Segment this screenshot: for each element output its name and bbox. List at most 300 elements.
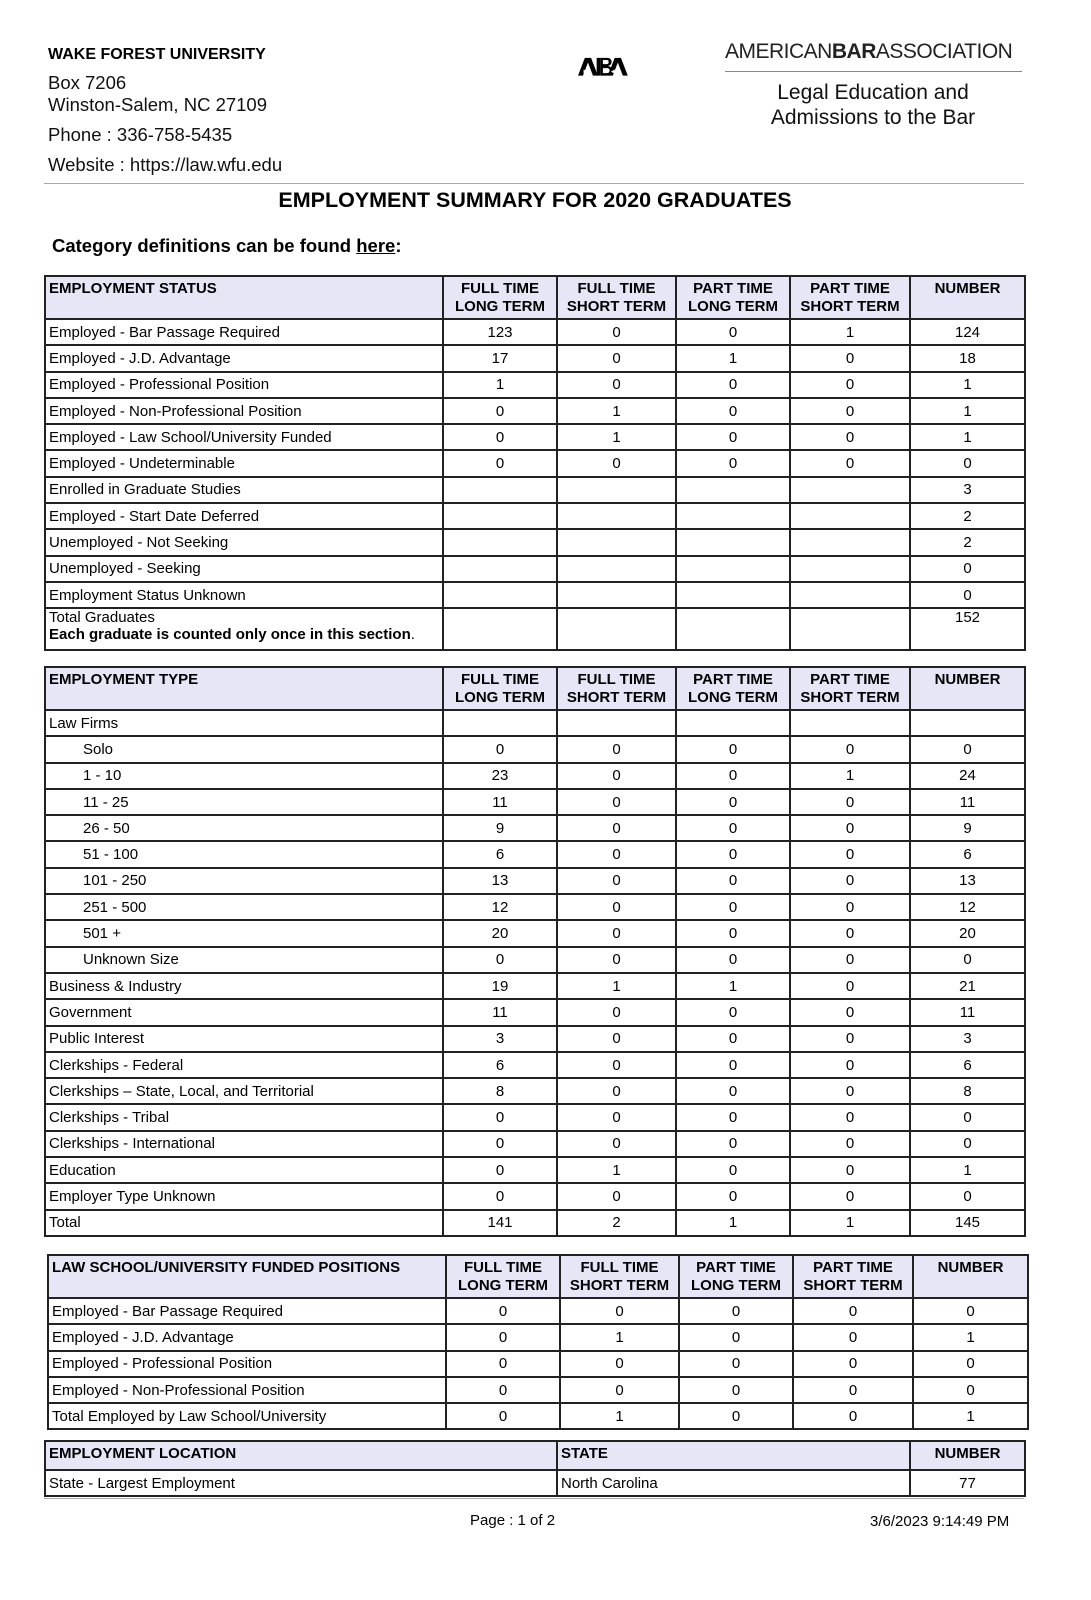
row-value: 1 (443, 372, 557, 398)
row-value: 17 (443, 345, 557, 371)
row-value: 0 (790, 1104, 910, 1130)
table-row (45, 947, 1025, 973)
row-value: 1 (790, 1210, 910, 1236)
row-value: 8 (443, 1078, 557, 1104)
table-row (45, 1131, 1025, 1157)
row-value: 11 (910, 999, 1025, 1025)
col-ft-st: FULL TIME SHORT TERM (557, 667, 676, 710)
row-value (557, 710, 676, 736)
row-value: 1 (676, 1210, 790, 1236)
col-number: NUMBER (910, 667, 1025, 710)
funded-positions-header: LAW SCHOOL/UNIVERSITY FUNDED POSITIONS (48, 1255, 446, 1298)
school-box: Box 7206 (48, 72, 127, 93)
row-value: 18 (910, 345, 1025, 371)
table-row (45, 345, 1025, 371)
employment-type-table (44, 666, 1026, 1237)
row-value: 0 (676, 372, 790, 398)
row-label: Employed - Undeterminable (45, 450, 443, 476)
row-value: 0 (790, 345, 910, 371)
row-value: 20 (443, 920, 557, 946)
row-value: 1 (910, 398, 1025, 424)
row-value: 0 (790, 424, 910, 450)
table-row (45, 894, 1025, 920)
table-row (45, 424, 1025, 450)
row-state: North Carolina (557, 1470, 910, 1496)
row-value: 6 (910, 841, 1025, 867)
row-value: 0 (676, 789, 790, 815)
table-row (48, 1377, 1028, 1403)
row-value: 0 (557, 841, 676, 867)
row-value: 0 (443, 398, 557, 424)
row-value: 0 (676, 920, 790, 946)
row-value: 0 (790, 973, 910, 999)
row-value: 1 (676, 345, 790, 371)
table-row (45, 815, 1025, 841)
row-value: 0 (790, 789, 910, 815)
row-label: Employed - Law School/University Funded (45, 424, 443, 450)
row-label: 51 - 100 (45, 841, 443, 867)
row-value: 0 (557, 1052, 676, 1078)
row-value: 77 (910, 1470, 1025, 1496)
page-number: Page : 1 of 2 (470, 1512, 556, 1529)
row-value (676, 608, 790, 650)
row-value: 0 (557, 319, 676, 345)
row-value (790, 477, 910, 503)
row-value: 0 (557, 815, 676, 841)
row-value: 1 (910, 1157, 1025, 1183)
row-value: 0 (557, 450, 676, 476)
col-ft-st: FULL TIME SHORT TERM (560, 1255, 679, 1298)
row-value: 0 (913, 1298, 1028, 1324)
row-value: 24 (910, 763, 1025, 789)
row-value: 0 (790, 736, 910, 762)
row-value: 0 (676, 999, 790, 1025)
row-value: 0 (790, 894, 910, 920)
row-value: 0 (676, 398, 790, 424)
row-value: 0 (793, 1377, 913, 1403)
row-value: 1 (790, 763, 910, 789)
employment-location-header: EMPLOYMENT LOCATION (45, 1441, 557, 1470)
school-phone: Phone : 336-758-5435 (48, 124, 233, 145)
table-row (45, 450, 1025, 476)
table-row (45, 1183, 1025, 1209)
aba-divider (725, 71, 1022, 72)
table-row (45, 556, 1025, 582)
col-pt-lt: PART TIME LONG TERM (676, 667, 790, 710)
row-value: 1 (913, 1403, 1028, 1429)
row-value: 0 (557, 1183, 676, 1209)
row-value: 0 (446, 1324, 560, 1350)
row-value: 0 (557, 345, 676, 371)
row-value: 0 (676, 763, 790, 789)
row-value: 0 (557, 1104, 676, 1130)
row-value: 1 (557, 973, 676, 999)
table-row (48, 1324, 1028, 1350)
row-value: 0 (910, 1104, 1025, 1130)
row-value (557, 529, 676, 555)
col-pt-lt: PART TIME LONG TERM (679, 1255, 793, 1298)
row-value (790, 503, 910, 529)
row-value: 0 (443, 424, 557, 450)
table-row (48, 1403, 1028, 1429)
row-value: 0 (676, 736, 790, 762)
row-value (676, 477, 790, 503)
row-value: 0 (557, 920, 676, 946)
col-pt-lt: PART TIME LONG TERM (676, 276, 790, 319)
row-label: Business & Industry (45, 973, 443, 999)
row-label: Employed - Non-Professional Position (45, 398, 443, 424)
employment-type-header: EMPLOYMENT TYPE (45, 667, 443, 710)
row-value: 0 (910, 947, 1025, 973)
total-graduates-row (45, 608, 1025, 650)
row-value (557, 582, 676, 608)
header-divider (44, 183, 1024, 184)
col-ft-lt: FULL TIME LONG TERM (443, 667, 557, 710)
row-value: 11 (443, 999, 557, 1025)
row-label: 11 - 25 (45, 789, 443, 815)
row-label: Law Firms (45, 710, 443, 736)
row-label: Public Interest (45, 1026, 443, 1052)
row-value: 12 (443, 894, 557, 920)
row-value: 12 (910, 894, 1025, 920)
col-ft-lt: FULL TIME LONG TERM (443, 276, 557, 319)
col-ft-st: FULL TIME SHORT TERM (557, 276, 676, 319)
row-label: Employer Type Unknown (45, 1183, 443, 1209)
employment-status-header: EMPLOYMENT STATUS (45, 276, 443, 319)
row-value: 21 (910, 973, 1025, 999)
row-value: 0 (443, 450, 557, 476)
table-row (45, 1104, 1025, 1130)
timestamp: 3/6/2023 9:14:49 PM (870, 1513, 1010, 1530)
table-row (45, 973, 1025, 999)
row-value: 0 (557, 999, 676, 1025)
table-row (45, 868, 1025, 894)
row-value (910, 710, 1025, 736)
row-value: 19 (443, 973, 557, 999)
row-value: 0 (790, 1183, 910, 1209)
row-value: 0 (793, 1298, 913, 1324)
row-value: 0 (790, 920, 910, 946)
row-value (443, 710, 557, 736)
employment-location-table (44, 1440, 1026, 1497)
total-graduates-label (45, 608, 443, 650)
table-row (45, 477, 1025, 503)
funded-positions-table (47, 1254, 1029, 1430)
table-row (45, 1026, 1025, 1052)
row-label: Clerkships - Tribal (45, 1104, 443, 1130)
row-label: Employed - Professional Position (45, 372, 443, 398)
row-value: 3 (910, 477, 1025, 503)
row-value: 0 (557, 1026, 676, 1052)
row-value: 0 (676, 1104, 790, 1130)
row-value: 1 (790, 319, 910, 345)
row-label: Enrolled in Graduate Studies (45, 477, 443, 503)
row-value: 13 (910, 868, 1025, 894)
row-value: 1 (560, 1403, 679, 1429)
row-label: Government (45, 999, 443, 1025)
row-value: 0 (793, 1324, 913, 1350)
row-value: 124 (910, 319, 1025, 345)
row-value: 1 (913, 1324, 1028, 1350)
table-row (45, 1470, 1025, 1496)
row-value: 0 (676, 894, 790, 920)
row-value: 1 (676, 973, 790, 999)
row-value (676, 582, 790, 608)
row-value: 0 (793, 1351, 913, 1377)
employment-status-table (44, 275, 1026, 651)
row-value: 0 (446, 1351, 560, 1377)
row-value (790, 529, 910, 555)
row-value: 0 (790, 1026, 910, 1052)
row-value (443, 503, 557, 529)
row-value: 0 (676, 1183, 790, 1209)
row-value: 23 (443, 763, 557, 789)
row-label: Clerkships - International (45, 1131, 443, 1157)
row-value (557, 556, 676, 582)
school-city: Winston-Salem, NC 27109 (48, 94, 268, 115)
row-label: Clerkships – State, Local, and Territorial (45, 1078, 443, 1104)
row-value: 1 (910, 372, 1025, 398)
row-value (557, 477, 676, 503)
school-website: Website : https://law.wfu.edu (48, 154, 283, 175)
category-definitions: Category definitions can be found here: (52, 235, 402, 256)
row-value: 0 (790, 1052, 910, 1078)
row-value: 0 (443, 1104, 557, 1130)
row-value: 0 (676, 1078, 790, 1104)
table-row (45, 763, 1025, 789)
row-value: 9 (443, 815, 557, 841)
row-value: 0 (913, 1351, 1028, 1377)
row-value: 145 (910, 1210, 1025, 1236)
row-value: 2 (557, 1210, 676, 1236)
row-value: 0 (557, 763, 676, 789)
row-value: 0 (910, 450, 1025, 476)
row-label: 251 - 500 (45, 894, 443, 920)
table-row (48, 1298, 1028, 1324)
row-value: 0 (910, 582, 1025, 608)
row-value: 0 (676, 868, 790, 894)
aba-subtitle: Legal Education and Admissions to the Bar (770, 81, 976, 129)
row-value: 0 (443, 1157, 557, 1183)
row-value: 0 (790, 450, 910, 476)
here-link[interactable]: here (356, 235, 396, 256)
row-value: 0 (560, 1377, 679, 1403)
row-value: 6 (443, 1052, 557, 1078)
row-value: 0 (790, 372, 910, 398)
row-value (790, 710, 910, 736)
row-value: 0 (676, 1052, 790, 1078)
table-row (45, 920, 1025, 946)
row-value: 1 (557, 424, 676, 450)
number-header: NUMBER (910, 1441, 1025, 1470)
row-value (443, 608, 557, 650)
row-label: Total (45, 1210, 443, 1236)
row-value: 0 (557, 894, 676, 920)
table-row (45, 736, 1025, 762)
row-label: Employed - Start Date Deferred (45, 503, 443, 529)
table-row (45, 398, 1025, 424)
row-value: 6 (910, 1052, 1025, 1078)
row-value: 0 (790, 815, 910, 841)
row-label: Employed - J.D. Advantage (48, 1324, 446, 1350)
row-value: 0 (676, 1026, 790, 1052)
row-value: 0 (910, 1131, 1025, 1157)
row-value: 0 (910, 1183, 1025, 1209)
row-value (443, 582, 557, 608)
row-value (676, 710, 790, 736)
row-value: 123 (443, 319, 557, 345)
row-value (557, 608, 676, 650)
row-value: 0 (790, 1157, 910, 1183)
row-label: Solo (45, 736, 443, 762)
row-value: 0 (676, 450, 790, 476)
row-value: 0 (913, 1377, 1028, 1403)
row-value: 2 (910, 529, 1025, 555)
row-value: 0 (676, 947, 790, 973)
row-value: 0 (790, 999, 910, 1025)
row-value: 9 (910, 815, 1025, 841)
state-header: STATE (557, 1441, 910, 1470)
row-value (443, 556, 557, 582)
row-value: 0 (560, 1298, 679, 1324)
row-label: Employed - J.D. Advantage (45, 345, 443, 371)
row-value: 141 (443, 1210, 557, 1236)
row-value: 0 (557, 789, 676, 815)
col-pt-st: PART TIME SHORT TERM (793, 1255, 913, 1298)
row-value (557, 503, 676, 529)
row-value: 1 (557, 398, 676, 424)
row-value: 1 (560, 1324, 679, 1350)
row-value: 0 (790, 841, 910, 867)
row-value: 0 (557, 1131, 676, 1157)
row-value: 20 (910, 920, 1025, 946)
row-label: Employed - Professional Position (48, 1351, 446, 1377)
table-row (45, 710, 1025, 736)
table-row (45, 1078, 1025, 1104)
row-label: Employed - Non-Professional Position (48, 1377, 446, 1403)
row-value (443, 529, 557, 555)
row-value: 13 (443, 868, 557, 894)
row-value: 3 (910, 1026, 1025, 1052)
page-title: EMPLOYMENT SUMMARY FOR 2020 GRADUATES (278, 188, 792, 212)
table-row (45, 372, 1025, 398)
row-label: Employed - Bar Passage Required (45, 319, 443, 345)
footer-divider (44, 1498, 1024, 1499)
table-row (45, 789, 1025, 815)
row-value: 0 (676, 815, 790, 841)
row-value: 0 (676, 1157, 790, 1183)
row-label: Unemployed - Seeking (45, 556, 443, 582)
row-value (790, 608, 910, 650)
row-value: 0 (790, 1131, 910, 1157)
row-value: 0 (793, 1403, 913, 1429)
total-note: Each graduate is counted only once in this section. (49, 626, 415, 644)
row-value: 0 (790, 398, 910, 424)
row-label: 501 + (45, 920, 443, 946)
row-value: 0 (446, 1298, 560, 1324)
col-pt-st: PART TIME SHORT TERM (790, 276, 910, 319)
row-value: 0 (446, 1377, 560, 1403)
row-value (676, 556, 790, 582)
school-info (48, 46, 282, 176)
row-value: 0 (679, 1351, 793, 1377)
col-number: NUMBER (913, 1255, 1028, 1298)
row-value: 0 (446, 1403, 560, 1429)
row-value: 1 (910, 424, 1025, 450)
row-value (790, 582, 910, 608)
table-row (45, 503, 1025, 529)
row-value: 0 (557, 372, 676, 398)
row-label: Clerkships - Federal (45, 1052, 443, 1078)
row-value: 8 (910, 1078, 1025, 1104)
row-value: 0 (679, 1377, 793, 1403)
row-value (676, 503, 790, 529)
aba-name: AMERICANBARASSOCIATION (725, 40, 1013, 63)
school-name: WAKE FOREST UNIVERSITY (48, 46, 266, 63)
row-value: 0 (443, 1183, 557, 1209)
row-value: 0 (679, 1324, 793, 1350)
row-value: 0 (676, 319, 790, 345)
table-row (45, 1157, 1025, 1183)
row-value: 6 (443, 841, 557, 867)
row-value (443, 477, 557, 503)
row-label: 1 - 10 (45, 763, 443, 789)
row-value: 3 (443, 1026, 557, 1052)
row-label: State - Largest Employment (45, 1470, 557, 1496)
row-value: 0 (679, 1298, 793, 1324)
col-number: NUMBER (910, 276, 1025, 319)
table-row (45, 582, 1025, 608)
row-label: 101 - 250 (45, 868, 443, 894)
row-value: 0 (910, 556, 1025, 582)
row-value: 0 (557, 947, 676, 973)
aba-logo (578, 40, 718, 105)
row-value: 11 (443, 789, 557, 815)
table-row (45, 841, 1025, 867)
table-row (45, 529, 1025, 555)
row-value: 0 (676, 424, 790, 450)
row-value: 0 (790, 947, 910, 973)
col-pt-st: PART TIME SHORT TERM (790, 667, 910, 710)
row-label: 26 - 50 (45, 815, 443, 841)
row-value: 0 (557, 1078, 676, 1104)
table-row (45, 319, 1025, 345)
row-value: 0 (679, 1403, 793, 1429)
table-row (45, 999, 1025, 1025)
row-label: Education (45, 1157, 443, 1183)
row-label: Total Employed by Law School/University (48, 1403, 446, 1429)
total-graduates-value: 152 (910, 608, 1025, 650)
row-value: 0 (560, 1351, 679, 1377)
row-value: 0 (443, 736, 557, 762)
row-value (676, 529, 790, 555)
row-value: 0 (910, 736, 1025, 762)
row-value: 0 (557, 868, 676, 894)
row-value: 0 (790, 868, 910, 894)
row-value: 0 (676, 1131, 790, 1157)
row-value: 0 (790, 1078, 910, 1104)
row-value: 11 (910, 789, 1025, 815)
row-label: Employed - Bar Passage Required (48, 1298, 446, 1324)
row-value: 0 (557, 736, 676, 762)
row-value: 1 (557, 1157, 676, 1183)
row-label: Unknown Size (45, 947, 443, 973)
col-ft-lt: FULL TIME LONG TERM (446, 1255, 560, 1298)
row-value: 0 (443, 1131, 557, 1157)
table-row (45, 1052, 1025, 1078)
row-label: Employment Status Unknown (45, 582, 443, 608)
row-label: Unemployed - Not Seeking (45, 529, 443, 555)
